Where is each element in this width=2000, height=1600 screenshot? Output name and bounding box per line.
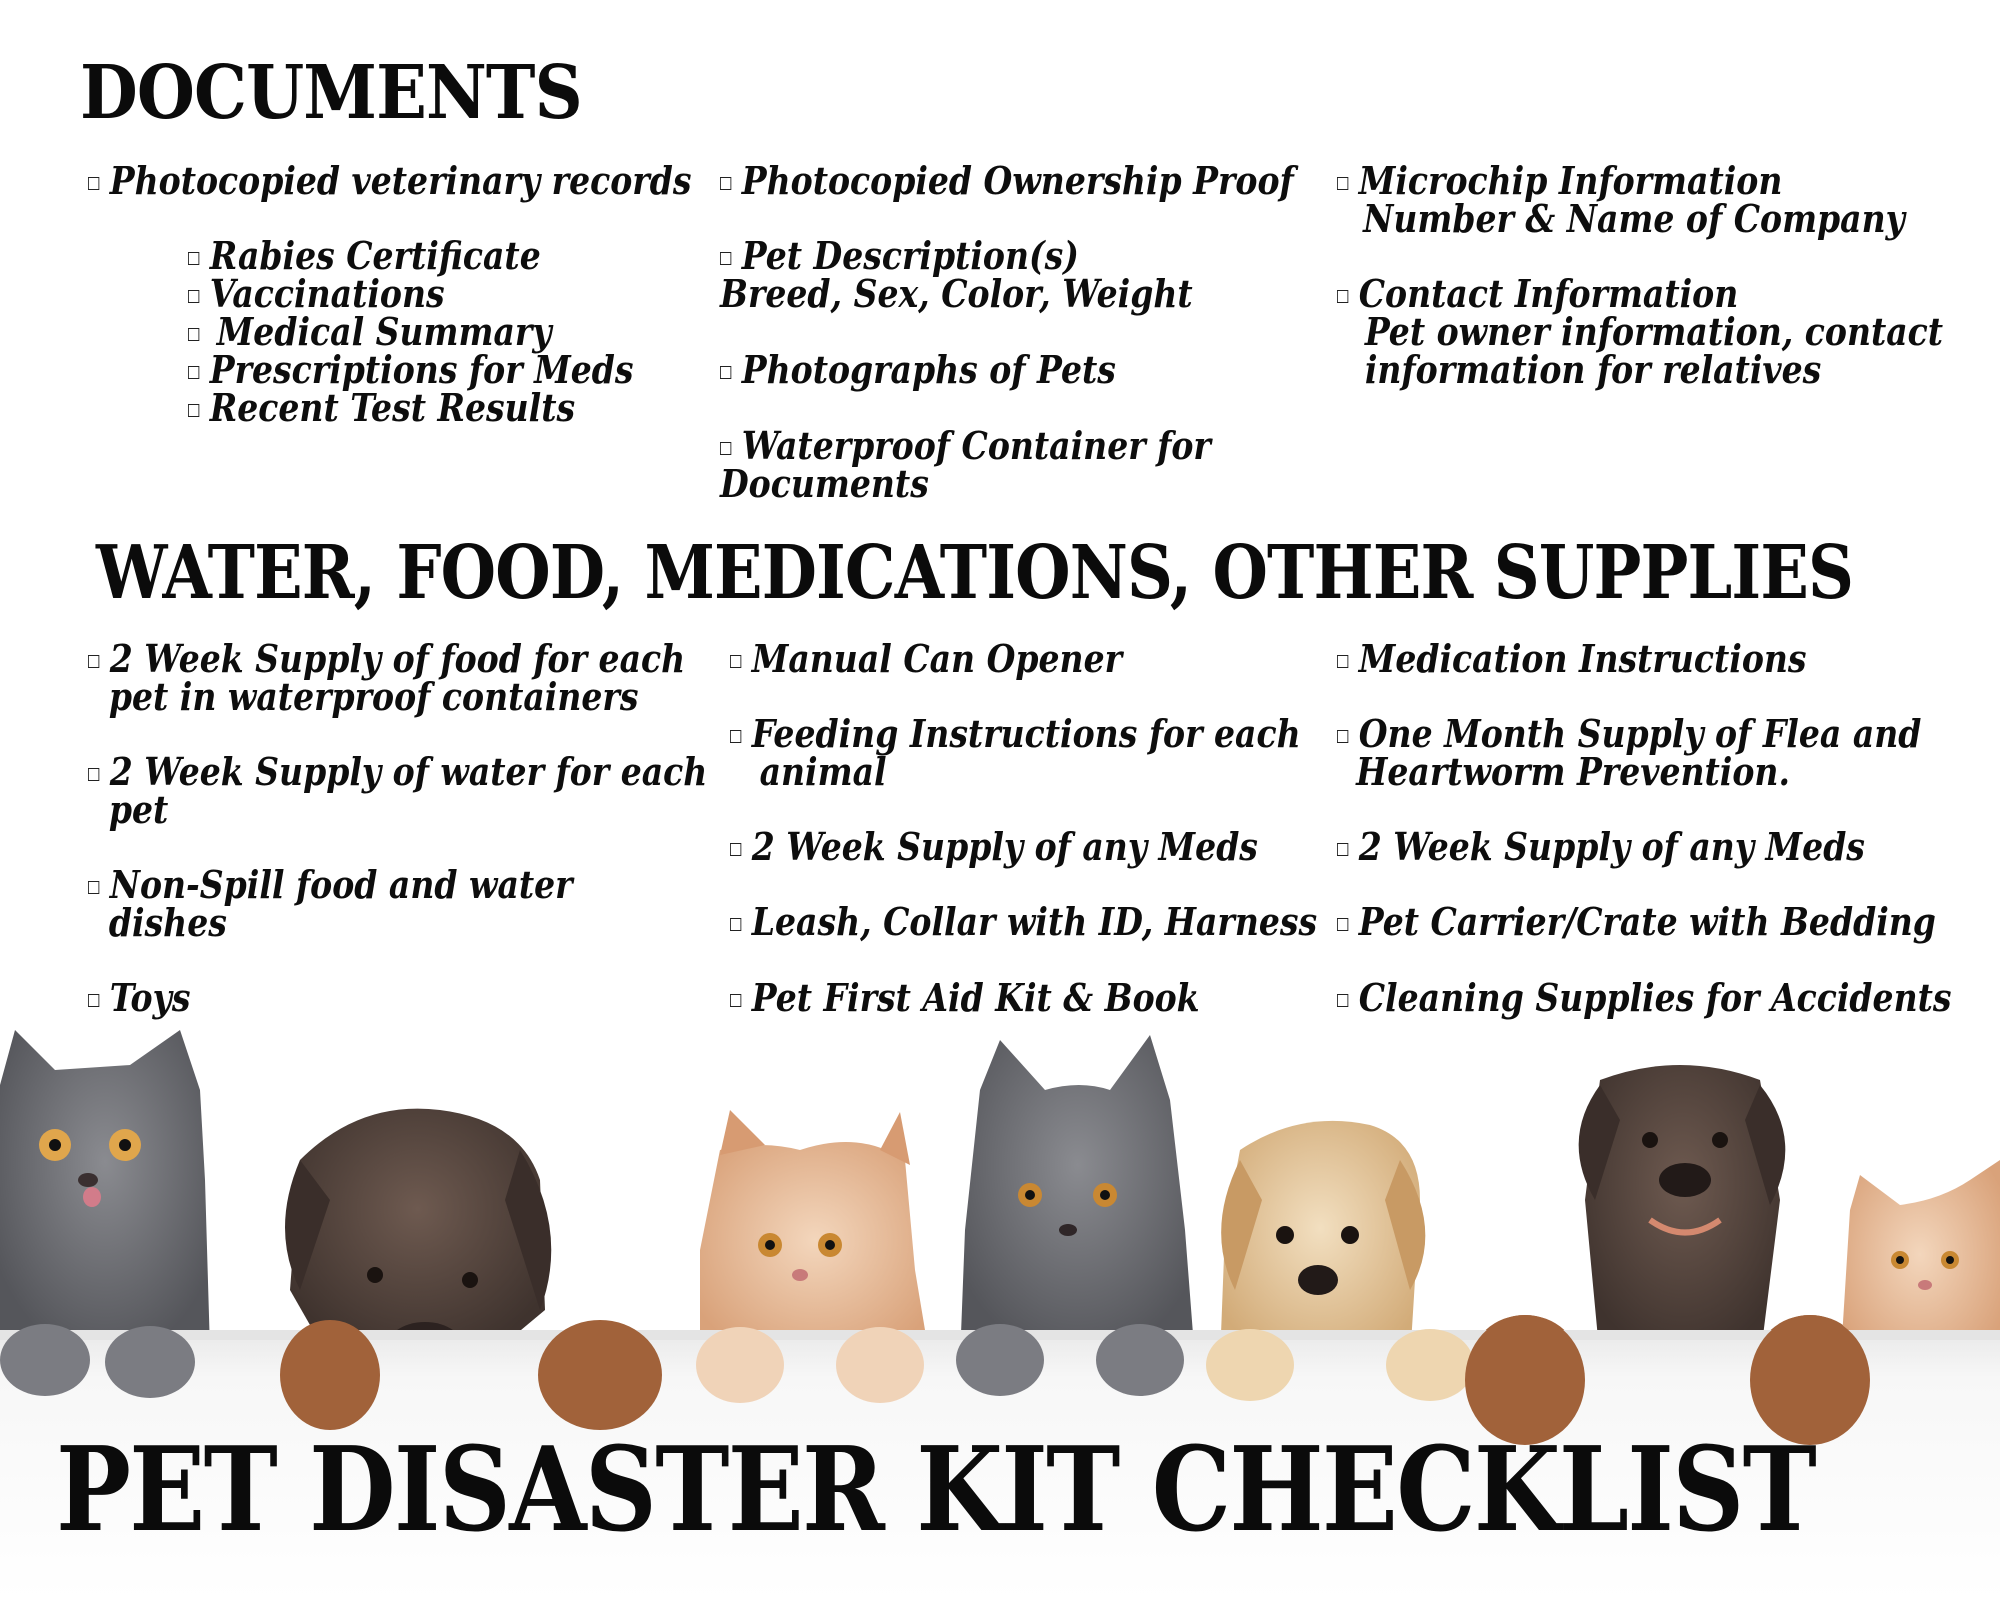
item-label: Cleaning Supplies for Accidents — [1358, 975, 1952, 1020]
item-label: Photocopied veterinary records — [109, 158, 692, 203]
item-label: Non-Spill food and water — [109, 862, 573, 907]
item-label: 2 Week Supply of any Meds — [751, 824, 1258, 869]
checklist-item-microchip[interactable] — [1337, 158, 1905, 241]
checklist-item-carrier[interactable] — [1337, 899, 1936, 944]
checklist-item-can-opener[interactable] — [730, 636, 1123, 681]
checkbox-icon[interactable] — [88, 994, 99, 1007]
item-label: 2 Week Supply of water for each — [109, 749, 708, 794]
checkbox-icon[interactable] — [1337, 918, 1348, 931]
gray-kitten-icon — [0, 1030, 210, 1372]
supplies-heading: WATER, FOOD, MEDICATIONS, OTHER SUPPLIES — [96, 530, 1854, 616]
checkbox-icon[interactable] — [720, 366, 731, 379]
checklist-subitem[interactable] — [188, 271, 445, 316]
item-label: Manual Can Opener — [751, 636, 1123, 681]
item-detail: Documents — [720, 461, 929, 506]
item-label: Medication Instructions — [1358, 636, 1807, 681]
item-label: Photographs of Pets — [741, 347, 1116, 392]
item-label: Microchip Information — [1358, 158, 1783, 203]
checklist-item-cleaning-supplies[interactable] — [1337, 975, 1952, 1020]
checklist-item-meds[interactable] — [730, 824, 1258, 869]
item-label: Pet First Aid Kit & Book — [751, 975, 1200, 1020]
item-label: Rabies Certificate — [209, 233, 541, 278]
item-detail: Breed, Sex, Color, Weight — [720, 271, 1193, 316]
checklist-item-food-supply[interactable] — [88, 636, 686, 719]
item-label: Photocopied Ownership Proof — [741, 158, 1294, 203]
item-detail: Pet owner information, contact — [1364, 309, 1944, 354]
item-detail: Number & Name of Company — [1363, 196, 1905, 241]
checkbox-icon[interactable] — [88, 655, 99, 668]
checklist-item-contact-info[interactable] — [1337, 271, 1944, 392]
item-detail: information for relatives — [1364, 347, 1822, 392]
checkbox-icon[interactable] — [188, 366, 199, 379]
item-label: One Month Supply of Flea and — [1358, 711, 1922, 756]
checkbox-icon[interactable] — [1337, 290, 1348, 303]
checkbox-icon[interactable] — [88, 881, 99, 894]
checkbox-icon[interactable] — [730, 730, 741, 743]
page-title: PET DISASTER KIT CHECKLIST — [56, 1422, 1816, 1558]
checklist-item-meds-2[interactable] — [1337, 824, 1865, 869]
item-label: Toys — [109, 975, 191, 1020]
item-label: Feeding Instructions for each — [751, 711, 1301, 756]
checkbox-icon[interactable] — [88, 177, 99, 190]
item-detail: dishes — [108, 900, 227, 945]
checklist-item-photographs[interactable] — [720, 347, 1116, 392]
item-label: 2 Week Supply of any Meds — [1358, 824, 1865, 869]
checkbox-icon[interactable] — [720, 442, 731, 455]
item-label: Pet Description(s) — [741, 233, 1079, 278]
checklist-item-feeding-instructions[interactable] — [730, 711, 1301, 794]
checkbox-icon[interactable] — [730, 918, 741, 931]
checklist-item-dishes[interactable] — [88, 862, 573, 945]
checklist-subitem[interactable] — [188, 309, 552, 354]
checkbox-icon[interactable] — [720, 252, 731, 265]
item-label: 2 Week Supply of food for each — [109, 636, 686, 681]
checkbox-icon[interactable] — [188, 404, 199, 417]
checklist-subitem[interactable] — [188, 385, 576, 430]
item-label: Recent Test Results — [209, 385, 576, 430]
checkbox-icon[interactable] — [1337, 994, 1348, 1007]
checklist-item-ownership-proof[interactable] — [720, 158, 1294, 203]
checklist-item-medication-instructions[interactable] — [1337, 636, 1807, 681]
item-detail: animal — [759, 749, 887, 794]
item-label: Leash, Collar with ID, Harness — [751, 899, 1318, 944]
checkbox-icon[interactable] — [1337, 843, 1348, 856]
checklist-item-vet-records[interactable] — [88, 158, 692, 203]
item-label: Pet Carrier/Crate with Bedding — [1358, 899, 1936, 944]
checkbox-icon[interactable] — [188, 252, 199, 265]
checkbox-icon[interactable] — [1337, 655, 1348, 668]
checkbox-icon[interactable] — [188, 290, 199, 303]
checkbox-icon[interactable] — [188, 328, 199, 341]
checklist-item-first-aid[interactable] — [730, 975, 1200, 1020]
documents-heading: DOCUMENTS — [80, 50, 582, 136]
item-detail: pet — [108, 787, 169, 832]
checklist-item-toys[interactable] — [88, 975, 191, 1020]
checkbox-icon[interactable] — [720, 177, 731, 190]
checkbox-icon[interactable] — [88, 768, 99, 781]
checkbox-icon[interactable] — [1337, 730, 1348, 743]
item-label: Prescriptions for Meds — [209, 347, 634, 392]
checkbox-icon[interactable] — [730, 655, 741, 668]
checklist-item-flea-prevention[interactable] — [1337, 711, 1922, 794]
checkbox-icon[interactable] — [1337, 177, 1348, 190]
checkbox-icon[interactable] — [730, 994, 741, 1007]
checklist-item-waterproof-container[interactable] — [720, 423, 1211, 506]
checklist-item-water-supply[interactable] — [88, 749, 708, 832]
item-detail: pet in waterproof containers — [108, 674, 639, 719]
checklist-subitem[interactable] — [188, 347, 634, 392]
item-label: Medical Summary — [216, 309, 552, 354]
checkbox-icon[interactable] — [730, 843, 741, 856]
checklist-subitem[interactable] — [188, 233, 541, 278]
item-label: Contact Information — [1358, 271, 1739, 316]
item-label: Vaccinations — [209, 271, 445, 316]
item-detail: Heartworm Prevention. — [1356, 749, 1790, 794]
checklist-item-leash[interactable] — [730, 899, 1318, 944]
item-label: Waterproof Container for — [741, 423, 1211, 468]
checklist-item-pet-description[interactable] — [720, 233, 1193, 316]
